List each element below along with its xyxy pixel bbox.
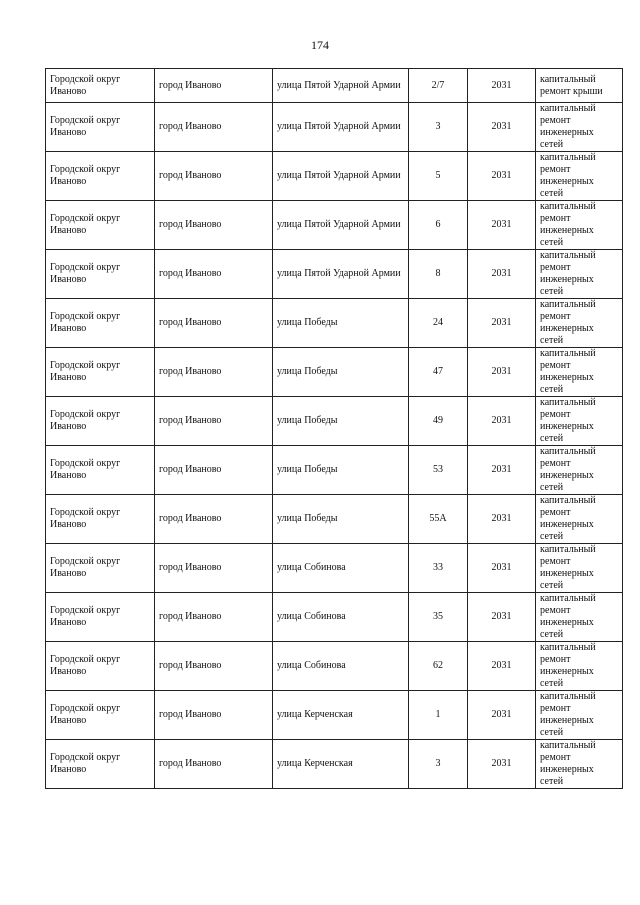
city-cell: город Иваново (155, 740, 273, 789)
work-type-cell: капитальный ремонт инженерных сетей (536, 250, 623, 299)
table-row (46, 348, 623, 397)
house-number-cell: 8 (409, 250, 468, 299)
table-body (46, 69, 623, 789)
district-cell: Городской округ Иваново (46, 740, 155, 789)
table-row (46, 691, 623, 740)
district-cell: Городской округ Иваново (46, 544, 155, 593)
year-cell: 2031 (468, 201, 536, 250)
work-type-cell: капитальный ремонт инженерных сетей (536, 740, 623, 789)
city-cell: город Иваново (155, 397, 273, 446)
work-type-cell: капитальный ремонт инженерных сетей (536, 691, 623, 740)
street-cell: улица Победы (273, 348, 409, 397)
work-type-cell: капитальный ремонт инженерных сетей (536, 201, 623, 250)
work-type-cell: капитальный ремонт инженерных сетей (536, 446, 623, 495)
repair-schedule-table (45, 68, 623, 789)
district-cell: Городской округ Иваново (46, 250, 155, 299)
house-number-cell: 5 (409, 152, 468, 201)
district-cell: Городской округ Иваново (46, 348, 155, 397)
work-type-cell: капитальный ремонт инженерных сетей (536, 348, 623, 397)
street-cell: улица Пятой Ударной Армии (273, 250, 409, 299)
street-cell: улица Пятой Ударной Армии (273, 103, 409, 152)
district-cell: Городской округ Иваново (46, 103, 155, 152)
page-number: 174 (311, 38, 329, 52)
city-cell: город Иваново (155, 348, 273, 397)
house-number-cell: 47 (409, 348, 468, 397)
street-cell: улица Победы (273, 446, 409, 495)
street-cell: улица Победы (273, 397, 409, 446)
district-cell: Городской округ Иваново (46, 69, 155, 103)
city-cell: город Иваново (155, 201, 273, 250)
district-cell: Городской округ Иваново (46, 642, 155, 691)
city-cell: город Иваново (155, 544, 273, 593)
year-cell: 2031 (468, 348, 536, 397)
work-type-cell: капитальный ремонт инженерных сетей (536, 397, 623, 446)
work-type-cell: капитальный ремонт инженерных сетей (536, 495, 623, 544)
table-row (46, 299, 623, 348)
work-type-cell: капитальный ремонт инженерных сетей (536, 103, 623, 152)
house-number-cell: 3 (409, 103, 468, 152)
district-cell: Городской округ Иваново (46, 446, 155, 495)
house-number-cell: 55А (409, 495, 468, 544)
house-number-cell: 6 (409, 201, 468, 250)
house-number-cell: 3 (409, 740, 468, 789)
district-cell: Городской округ Иваново (46, 691, 155, 740)
house-number-cell: 2/7 (409, 69, 468, 103)
table-row (46, 152, 623, 201)
year-cell: 2031 (468, 397, 536, 446)
year-cell: 2031 (468, 446, 536, 495)
street-cell: улица Керченская (273, 691, 409, 740)
house-number-cell: 49 (409, 397, 468, 446)
table-row (46, 544, 623, 593)
year-cell: 2031 (468, 103, 536, 152)
city-cell: город Иваново (155, 152, 273, 201)
house-number-cell: 33 (409, 544, 468, 593)
work-type-cell: капитальный ремонт инженерных сетей (536, 593, 623, 642)
year-cell: 2031 (468, 250, 536, 299)
table-row (46, 103, 623, 152)
table-row (46, 397, 623, 446)
year-cell: 2031 (468, 152, 536, 201)
city-cell: город Иваново (155, 299, 273, 348)
district-cell: Городской округ Иваново (46, 593, 155, 642)
table-row (46, 740, 623, 789)
table-row (46, 69, 623, 103)
street-cell: улица Пятой Ударной Армии (273, 69, 409, 103)
house-number-cell: 35 (409, 593, 468, 642)
street-cell: улица Пятой Ударной Армии (273, 201, 409, 250)
year-cell: 2031 (468, 299, 536, 348)
house-number-cell: 53 (409, 446, 468, 495)
street-cell: улица Собинова (273, 593, 409, 642)
district-cell: Городской округ Иваново (46, 152, 155, 201)
street-cell: улица Керченская (273, 740, 409, 789)
street-cell: улица Собинова (273, 642, 409, 691)
house-number-cell: 24 (409, 299, 468, 348)
street-cell: улица Пятой Ударной Армии (273, 152, 409, 201)
work-type-cell: капитальный ремонт инженерных сетей (536, 642, 623, 691)
street-cell: улица Победы (273, 299, 409, 348)
year-cell: 2031 (468, 544, 536, 593)
city-cell: город Иваново (155, 691, 273, 740)
work-type-cell: капитальный ремонт инженерных сетей (536, 152, 623, 201)
year-cell: 2031 (468, 740, 536, 789)
street-cell: улица Победы (273, 495, 409, 544)
work-type-cell: капитальный ремонт инженерных сетей (536, 544, 623, 593)
year-cell: 2031 (468, 593, 536, 642)
house-number-cell: 62 (409, 642, 468, 691)
district-cell: Городской округ Иваново (46, 495, 155, 544)
city-cell: город Иваново (155, 495, 273, 544)
table-row (46, 446, 623, 495)
street-cell: улица Собинова (273, 544, 409, 593)
table-row (46, 642, 623, 691)
work-type-cell: капитальный ремонт крыши (536, 69, 623, 103)
year-cell: 2031 (468, 691, 536, 740)
year-cell: 2031 (468, 69, 536, 103)
table-row (46, 593, 623, 642)
city-cell: город Иваново (155, 446, 273, 495)
work-type-cell: капитальный ремонт инженерных сетей (536, 299, 623, 348)
city-cell: город Иваново (155, 593, 273, 642)
year-cell: 2031 (468, 642, 536, 691)
city-cell: город Иваново (155, 69, 273, 103)
house-number-cell: 1 (409, 691, 468, 740)
table-row (46, 495, 623, 544)
table-row (46, 201, 623, 250)
city-cell: город Иваново (155, 250, 273, 299)
district-cell: Городской округ Иваново (46, 299, 155, 348)
city-cell: город Иваново (155, 103, 273, 152)
year-cell: 2031 (468, 495, 536, 544)
table-row (46, 250, 623, 299)
district-cell: Городской округ Иваново (46, 201, 155, 250)
district-cell: Городской округ Иваново (46, 397, 155, 446)
city-cell: город Иваново (155, 642, 273, 691)
